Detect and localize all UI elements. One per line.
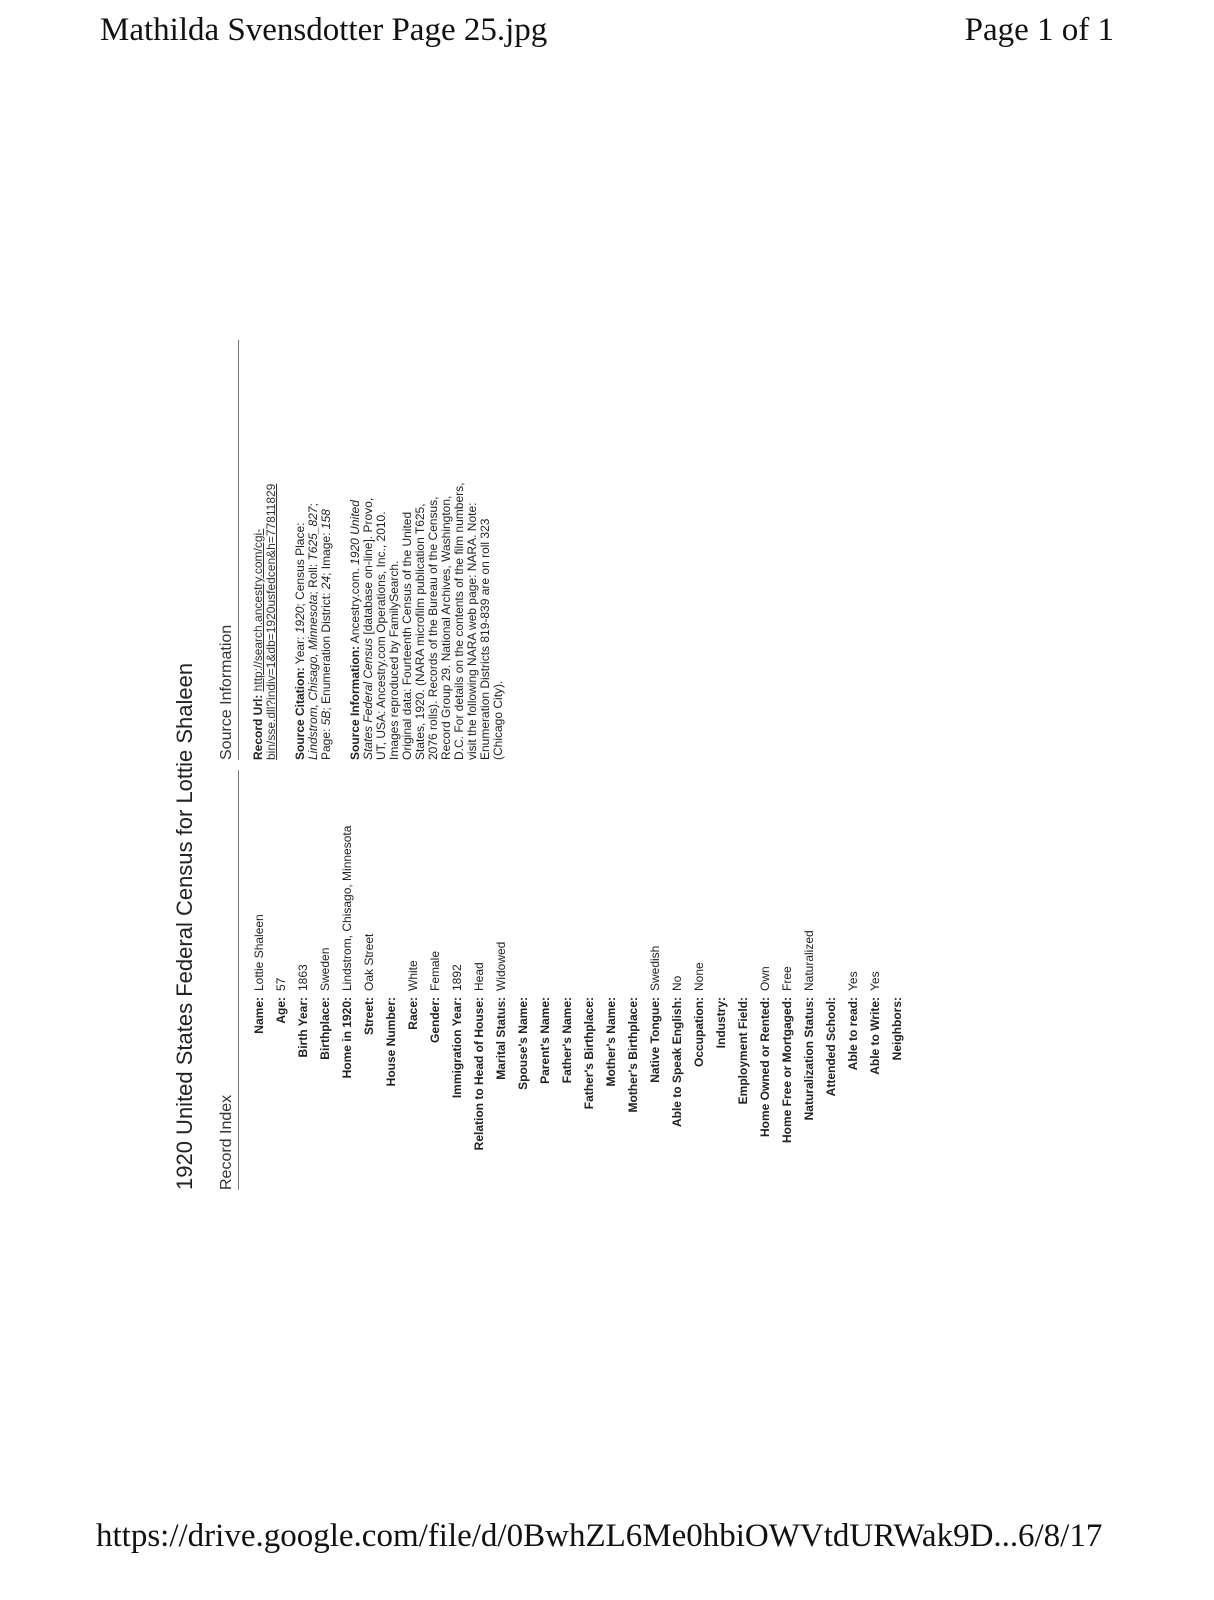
record-index-row — [802, 765, 816, 1190]
source-info-database-title: 1920 United States Federal Census — [348, 500, 375, 760]
record-index-row — [626, 765, 640, 1190]
record-field-label: Marital Status: — [494, 997, 508, 1080]
record-index-row — [296, 765, 310, 1190]
record-field-value: Swedish — [648, 945, 662, 991]
record-field-label: Home Owned or Rented: — [758, 997, 772, 1138]
record-field-label: Naturalization Status: — [802, 997, 816, 1121]
citation-text: ; Roll: — [306, 560, 320, 595]
record-url-label: Record Url: — [251, 694, 265, 760]
record-field-label: Name: — [252, 997, 266, 1034]
record-field-value — [604, 765, 618, 991]
record-field-value: 1863 — [296, 964, 310, 991]
record-field-label: Able to read: — [846, 997, 860, 1071]
record-field-value: Naturalized — [802, 930, 816, 991]
record-field-label: Immigration Year: — [450, 997, 464, 1099]
record-index-row — [428, 765, 442, 1190]
record-url-link[interactable]: http://search.ancestry.com/cgi-bin/sse.dll?indiv=1&db=1920usfedcen&h=77811829 — [251, 483, 278, 760]
record-field-value — [516, 765, 530, 991]
record-index-row — [384, 765, 398, 1190]
record-field-label: Gender: — [428, 997, 442, 1044]
citation-place: Lindstrom, Chisago, Minnesota — [306, 594, 320, 760]
record-field-value — [560, 765, 574, 991]
record-field-value: White — [406, 960, 420, 991]
record-field-label: Mother's Birthplace: — [626, 997, 640, 1113]
record-field-value: 57 — [274, 977, 288, 991]
record-index-row — [318, 765, 332, 1190]
record-field-value: None — [692, 962, 706, 991]
source-info-text: [database on-line]. Provo, UT, USA: Ancestry.com Operations, Inc., 2010. Images reproduced by FamilySearch. — [361, 497, 401, 760]
record-index-row — [362, 765, 376, 1190]
source-citation-label: Source Citation: — [293, 667, 307, 760]
record-index-row — [274, 765, 288, 1190]
record-index-row — [340, 765, 354, 1190]
original-data-text: Original data: Fourteenth Census of the United States, 1920. (NARA microfilm publication T625, 2076 rolls). Records of the Bureau of the Census, Record Group 29. National Archives, Washington, D.C. For details on the contents of the film numbers, visit the following NARA web page: NARA. Note: Enumeration Districts 819-839 are on roll 323 (Chicago City). — [400, 482, 505, 760]
record-field-label: Able to Write: — [868, 997, 882, 1075]
record-field-label: Relation to Head of House: — [472, 997, 486, 1151]
record-field-value — [538, 765, 552, 991]
citation-text: Year: — [293, 633, 307, 665]
citation-text: ; Census Place: — [293, 522, 307, 607]
page-count-header: Page 1 of 1 — [964, 12, 1114, 48]
record-field-value — [384, 765, 398, 991]
record-index-row — [758, 765, 772, 1190]
record-index-row — [670, 765, 684, 1190]
record-field-label: Father's Birthplace: — [582, 997, 596, 1110]
record-field-value: Yes — [868, 971, 882, 991]
record-field-value: Sweden — [318, 947, 332, 991]
record-field-value: Widowed — [494, 941, 508, 991]
record-index-row — [780, 765, 794, 1190]
record-index-row — [824, 765, 838, 1190]
record-field-label: House Number: — [384, 997, 398, 1087]
record-index-row — [494, 765, 508, 1190]
record-field-value — [626, 765, 640, 991]
record-index-row — [560, 765, 574, 1190]
record-index-row — [516, 765, 530, 1190]
record-field-value — [714, 765, 728, 991]
footer-date: 6/8/17 — [1018, 1518, 1103, 1554]
record-field-label: Birthplace: — [318, 997, 332, 1060]
record-field-value: Female — [428, 950, 442, 991]
record-index-row — [846, 765, 860, 1190]
record-field-label: Occupation: — [692, 997, 706, 1068]
record-field-value: 1892 — [450, 964, 464, 991]
record-index-row — [648, 765, 662, 1190]
record-field-label: Birth Year: — [296, 997, 310, 1058]
record-field-label: Native Tongue: — [648, 997, 662, 1083]
document-title: 1920 United States Federal Census for Lottie Shaleen — [172, 662, 197, 1190]
record-index-heading: Record Index — [218, 770, 239, 1190]
citation-image: 158 — [319, 509, 333, 530]
record-index-row — [472, 765, 486, 1190]
record-field-label: Age: — [274, 997, 288, 1024]
source-citation-paragraph — [294, 480, 333, 760]
citation-roll: T625_827 — [306, 506, 320, 561]
record-field-label: Neighbors: — [890, 997, 904, 1061]
record-field-label: Home in 1920: — [340, 997, 354, 1079]
record-field-value — [824, 765, 838, 991]
record-field-label: Mother's Name: — [604, 997, 618, 1087]
citation-text: ; Page: — [306, 503, 333, 760]
record-field-value — [890, 765, 904, 991]
record-field-label: Employment Field: — [736, 997, 750, 1105]
record-field-value: Lindstrom, Chisago, Minnesota — [340, 825, 354, 991]
citation-text: ; Enumeration District: — [319, 589, 333, 711]
record-index-row — [406, 765, 420, 1190]
record-field-label: Attended School: — [824, 997, 838, 1097]
record-index-row — [538, 765, 552, 1190]
citation-page: 5B — [319, 710, 333, 726]
record-field-value: Lottie Shaleen — [252, 914, 266, 991]
record-field-value: Head — [472, 962, 486, 991]
record-field-label: Race: — [406, 997, 420, 1030]
source-information-heading: Source Information — [218, 340, 239, 760]
citation-text: ; Image: — [319, 529, 333, 576]
record-index-row — [692, 765, 706, 1190]
record-field-label: Parent's Name: — [538, 997, 552, 1084]
citation-year: 1920 — [293, 606, 307, 634]
record-field-label: Spouse's Name: — [516, 997, 530, 1090]
record-index-row — [252, 765, 266, 1190]
record-field-label: Street: — [362, 997, 376, 1036]
record-field-value — [736, 765, 750, 991]
source-info-text: Ancestry.com. — [348, 564, 362, 644]
record-index-row — [736, 765, 750, 1190]
source-information-label: Source Information: — [348, 645, 362, 760]
citation-district: 24 — [319, 575, 333, 590]
footer-url: https://drive.google.com/file/d/0BwhZL6Me0hbiOWVtdURWak9D... — [96, 1518, 1019, 1554]
record-field-label: Able to Speak English: — [670, 997, 684, 1128]
rotated-census-page — [172, 330, 972, 1190]
record-index-row — [604, 765, 618, 1190]
record-url-paragraph — [252, 480, 278, 760]
record-field-value: Free — [780, 966, 794, 991]
record-index-row — [714, 765, 728, 1190]
record-field-value — [582, 765, 596, 991]
source-information-paragraph — [349, 480, 505, 760]
record-field-value: Own — [758, 966, 772, 991]
record-field-value: Yes — [846, 971, 860, 991]
record-field-value: Oak Street — [362, 933, 376, 991]
file-name-header: Mathilda Svensdotter Page 25.jpg — [100, 12, 548, 48]
record-index-row — [582, 765, 596, 1190]
record-index-row — [890, 765, 904, 1190]
source-information-block — [252, 480, 521, 760]
record-index-row — [450, 765, 464, 1190]
record-field-label: Industry: — [714, 997, 728, 1049]
record-field-value: No — [670, 975, 684, 991]
record-index-list — [252, 765, 912, 1190]
record-index-row — [868, 765, 882, 1190]
record-field-label: Father's Name: — [560, 997, 574, 1084]
record-field-label: Home Free or Mortgaged: — [780, 997, 794, 1144]
